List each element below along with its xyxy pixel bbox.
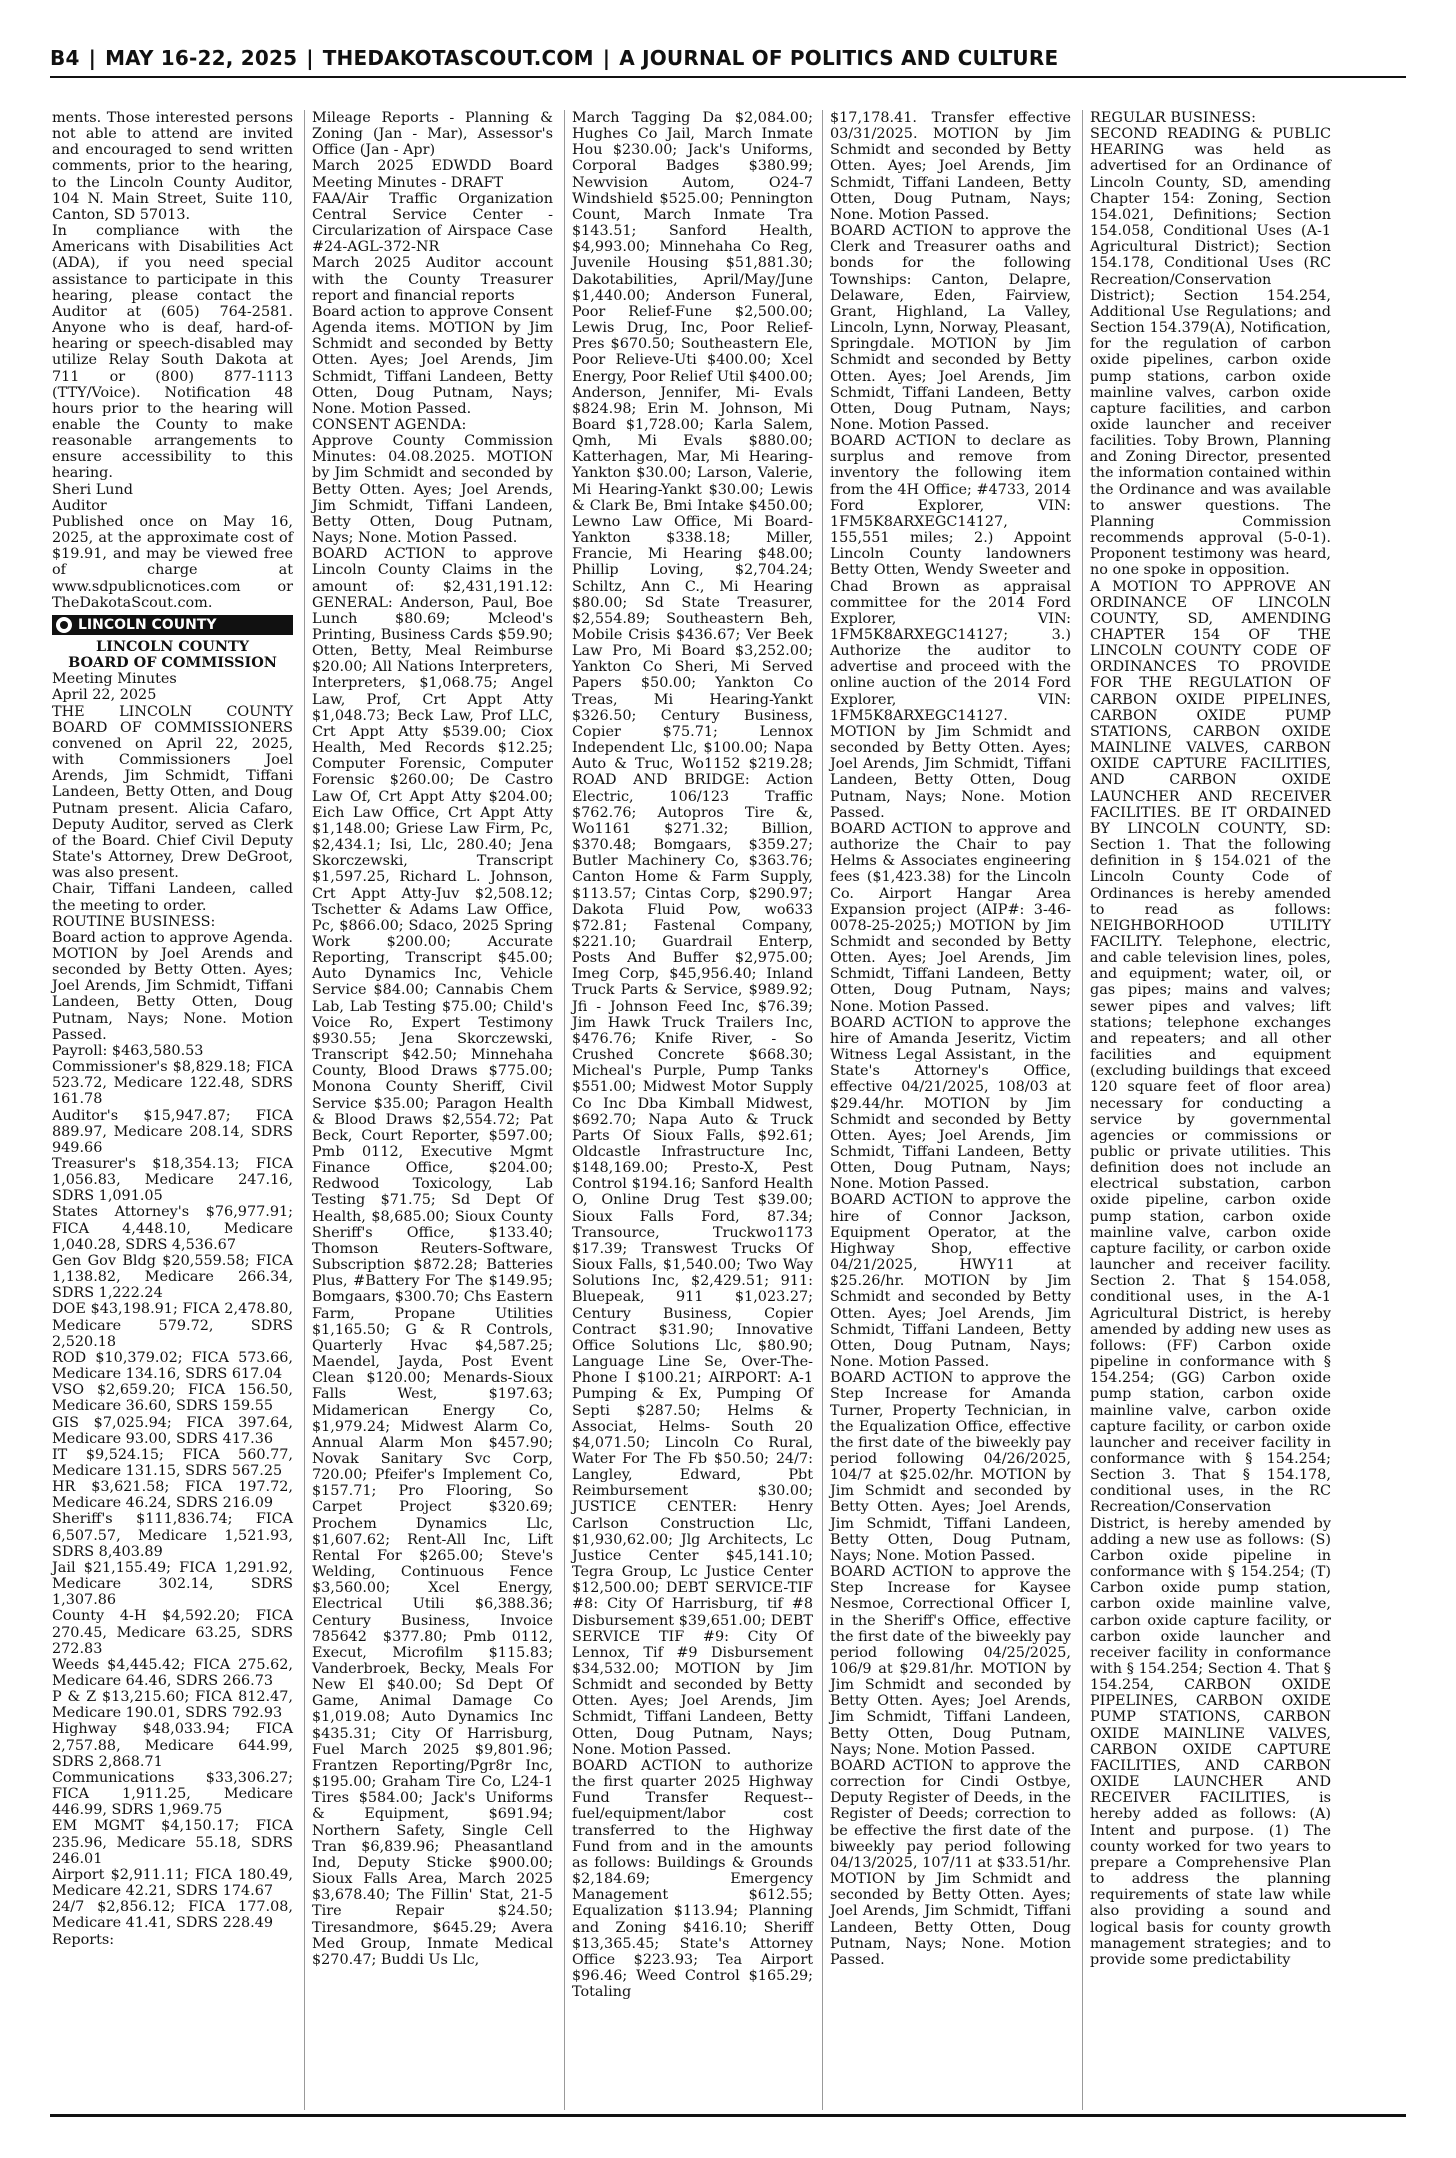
column-1 (52, 110, 293, 1948)
page-number: B4 (50, 46, 80, 70)
paragraph: BOARD ACTION to approve the hire of Amanda Jeseritz, Victim Witness Legal Assistant, in the State's Attorney's Office, effective 04/21/2025, 108/03 at $29.44/hr. MOTION by Jim Schmidt and seconded by Betty Otten. Ayes; Joel Arends, Jim Schmidt, Tiffani Landeen, Betty Otten, Doug Putnam, Nays; None. Motion Passed. (830, 1014, 1071, 1193)
paragraph: CONSENT AGENDA: (312, 416, 467, 433)
payroll-line: Sheriff's $111,836.74; FICA 6,507.57, Medicare 1,521.93, SDRS 8,403.89 (52, 1511, 293, 1560)
claims-paragraph: March Tagging Da $2,084.00; Hughes Co Jail, March Inmate Hou $230.00; Jack's Uniforms, Corporal Badges $380.99; Newvision Autom, O24-7 Windshield $525.00; Pennington Count, March Inmate Tra $143.51; Sanford Health, $4,993.00; Minnehaha Co Reg, Juvenile Housing $51,881.30; Dakotabilities, April/May/June $1,440.00; Anderson Funeral, Poor Relief-Fune $2,500.00; Lewis Drug, Inc, Poor Relief-Pres $670.50; Southeastern Ele, Poor Relieve-Uti $400.00; Xcel Energy, Poor Relief Util $400.00; Anderson, Jennifer, Mi- Evals $824.98; Erin M. Johnson, Mi Board $1,728.00; Karla Salem, Qmh, Mi Evals $880.00; Katterhagen, Mar, Mi Hearing-Yankton $30.00; Larson, Valerie, Mi Hearing-Yankt $30.00; Lewis & Clark Be, Bmi Intake $450.00; Lewno Law Office, Mi Board-Yankton $338.18; Miller, Francie, Mi Hearing $48.00; Phillip Loving, $2,704.24; Schiltz, Ann C., Mi Hearing $80.00; Sd State Treasurer, $2,554.89; Southeastern Beh, Mobile Crisis $436.67; Ver Beek Law Pro, Mi Board $3,252.00; Yankton Co Sheri, Mi Served Papers $50.00; Yankton Co Treas, Mi Hearing-Yankt $326.50; Century Business, Copier $75.71; Lennox Independent Llc, $100.00; Napa Auto & Truc, Wo1152 $219.28; ROAD AND BRIDGE: Action Electric, 106/123 Traffic $762.76; Autopros Tire &, Wo1161 $271.32; Billion, $370.48; Bomgaars, $359.27; Butler Machinery Co, $363.76; Canton Home & Farm Supply, $113.57; Cintas Corp, $290.97; Dakota Fluid Pow, wo633 $72.81; Fastenal Company, $221.10; Guardrail Enterp, Posts And Buffer $2,975.00; Imeg Corp, $45,956.40; Inland Truck Parts & Service, $989.92; Jfi - Johnson Feed Inc, $76.39; Jim Hawk Truck Trailers Inc, $476.76; Knife River, - So Crushed Concrete $668.30; Micheal's Purple, Pump Tanks $551.00; Midwest Motor Supply Co Inc Dba Kimball Midwest, $692.70; Napa Auto & Truck Parts Of Sioux Falls, $92.61; Oldcastle Infrastructure Inc, $148,169.00; Presto-X, Pest Control $194.16; Sanford Health O, Online Drug Test $39.00; Sioux Falls Ford, 87.34; Transource, Truckwo1173 $17.39; Transwest Trucks Of Sioux Falls, $1,540.00; Two Way Solutions Inc, $2,429.51; 911: Bluepeak, 911 $1,023.27; Century Business, Copier Contract $31.90; Innovative Office Solutions Llc, $80.90; Language Line Se, Over-The-Phone I $100.21; AIRPORT: A-1 Pumping & Ex, Pumping Of Septi $287.50; Helms & Associat, Helms- South 20 $4,071.50; Lincoln Co Rural, Water For The Fb $50.50; 24/7: Langley, Edward, Pbt Reimbursement $30.00; JUSTICE CENTER: Henry Carlson Construction Llc, $1,930,62.00; Jlg Architects, Lc Justice Center $45,141.10; Tegra Group, Lc Justice Center $12,500.00; DEBT SERVICE-TIF #8: City Of Harrisburg, tif #8 Disbursement $39,651.00; DEBT SERVICE TIF #9: City Of Lennox, Tif #9 Disbursement $34,532.00; MOTION by Jim Schmidt and seconded by Betty Otten. Ayes; Joel Arends, Jim Schmidt, Tiffani Landeen, Betty Otten, Doug Putnam, Nays; None. Motion Passed. (572, 110, 813, 1758)
section-bullet-icon (56, 617, 72, 633)
signature-name: Sheri Lund (52, 481, 134, 498)
paragraph: Meeting Minutes (52, 671, 177, 688)
paragraph: BOARD ACTION to declare as surplus and remove from inventory the following item from the 4H Office; #4733, 2014 Ford Explorer, VIN: 1FM5K8ARXEGC14127, 155,551 miles; 2.) Appoint Lincoln County landowners Betty Otten, Wendy Sweeter and Chad Brown as appraisal committee for the 2014 Ford Explorer, VIN: 1FM5K8ARXEGC14127; 3.) Authorize the auditor to advertise and proceed with the online auction of the 2014 Ford Explorer, VIN: 1FM5K8ARXEGC14127. MOTION by Jim Schmidt and seconded by Betty Otten. Ayes; Joel Arends, Jim Schmidt, Tiffani Landeen, Betty Otten, Doug Putnam, Nays; None. Motion Passed. (830, 433, 1071, 821)
payroll-line: Commissioner's $8,829.18; FICA 523.72, Medicare 122.48, SDRS 161.78 (52, 1059, 293, 1108)
payroll-line: Weeds $4,445.42; FICA 275.62, Medicare 64.46, SDRS 266.73 (52, 1656, 293, 1689)
masthead-rule (50, 76, 1406, 78)
payroll-line: Gen Gov Bldg $20,559.58; FICA 1,138.82, Medicare 266.34, SDRS 1,222.24 (52, 1252, 293, 1302)
paragraph: BOARD ACTION to approve the Clerk and Treasurer oaths and bonds for the following Townships: Canton, Delapre, Delaware, Eden, Fairview, Grant, Highland, La Valley, Lincoln, Lynn, Norway, Pleasant, Springdale. MOTION by Jim Schmidt and seconded by Betty Otten. Ayes; Joel Arends, Jim Schmidt, Tiffani Landeen, Betty Otten, Doug Putnam, Nays; None. Motion Passed. (830, 223, 1071, 433)
payroll-line: Highway $48,033.94; FICA 2,757.88, Medicare 644.99, SDRS 2,868.71 (52, 1721, 293, 1770)
paragraph: ROUTINE BUSINESS: (52, 913, 216, 930)
payroll-line: VSO $2,659.20; FICA 156.50, Medicare 36.60, SDRS 159.55 (52, 1382, 293, 1415)
column-divider (564, 110, 565, 2110)
column-divider (304, 110, 305, 2110)
paragraph: Published once on May 16, 2025, at the approximate cost of $19.91, and may be viewed free of charge at www.sdpublicnotices.com or TheDakotaScout.com. (52, 513, 293, 611)
paragraph: Approve County Commission Minutes: 04.08.2025. MOTION by Jim Schmidt and seconded by Betty Otten. Ayes; Joel Arends, Jim Schmidt, Tiffani Landeen, Betty Otten, Doug Putnam, Nays; None. Motion Passed. (312, 433, 553, 547)
footer-rule (50, 2114, 1406, 2117)
payroll-line: Communications $33,306.27; FICA 1,911.25, Medicare 446.99, SDRS 1,969.75 (52, 1769, 293, 1819)
payroll-line: Jail $21,155.49; FICA 1,291.92, Medicare 302.14, SDRS 1,307.86 (52, 1559, 293, 1609)
payroll-line: HR $3,621.58; FICA 197.72, Medicare 46.24, SDRS 216.09 (52, 1479, 293, 1512)
paragraph: March 2025 Auditor account with the County Treasurer report and financial reports (312, 255, 553, 304)
column-divider (1082, 110, 1083, 2110)
paragraph: Board action to approve Agenda. MOTION by Joel Arends and seconded by Betty Otten. Ayes; Joel Arends, Jim Schmidt, Tiffani Landeen, Betty Otten, Doug Putnam, Nays; None. Motion Passed. (52, 929, 293, 1043)
paragraph: BOARD ACTION to authorize the first quarter 2025 Highway Fund Transfer Request--fuel/equipment/labor cost transferred to the Highway Fund from and in the amounts as follows: Buildings & Grounds $2,184.69; Emergency Management $612.55; Equalization $113.94; Planning and Zoning $416.10; Sheriff $13,365.45; State's Attorney Office $223.93; Tea Airport $96.46; Weed Control $165.29; Totaling (572, 1757, 813, 2001)
claims-paragraph: BOARD ACTION to approve Lincoln County Claims in the amount of: $2,431,191.12: GENERAL: Anderson, Paul, Boe Lunch $80.69; Mcleod's Printing, Business Cards $59.90; Otten, Betty, Meal Reimburse $20.00; All Nations Interpreters, Interpreters, $1,068.75; Angel Law, Prof, Crt Appt Atty $1,048.73; Beck Law, Prof LLC, Crt Appt Atty $539.00; Ciox Health, Med Records $12.25; Computer Forensic, Computer Forensic $260.00; De Castro Law Of, Crt Appt Atty $204.00; Eich Law Office, Crt Appt Atty $1,148.00; Griese Law Firm, Pc, $2,434.1; Isi, Llc, 280.40; Jena Skorczewski, Transcript $1,597.25, Richard L. Johnson, Crt Appt Atty-Juv $2,508.12; Tschetter & Adams Law Office, Pc, $866.00; Sdaco, 2025 Spring Work $200.00; Accurate Reporting, Transcript $45.00; Auto Dynamics Inc, Vehicle Service $84.00; Cannabis Chem Lab, Lab Testing $75.00; Child's Voice Ro, Expert Testimony $930.55; Jena Skorczewski, Transcript $42.50; Minnehaha County, Blood Draws $775.00; Monona County Sheriff, Civil Service $35.00; Paragon Health & Blood Draws $2,554.72; Pat Beck, Court Reporter, $597.00; Pmb 0112, Executive Mgmt Finance Office, $204.00; Redwood Toxicology, Lab Testing $71.75; Sd Dept Of Health, $8,685.00; Sioux County Sheriff's Office, $133.40; Thomson Reuters-Software, Subscription $872.28; Batteries Plus, #Battery For The $149.95; Bomgaars, $300.70; Chs Eastern Farm, Propane Utilities $1,165.50; G & R Controls, Quarterly Hvac $4,587.25; Maendel, Jayda, Post Event Clean $120.00; Menards-Sioux Falls West, $197.63; Midamerican Energy Co, $1,979.24; Midwest Alarm Co, Annual Alarm Mon $457.90; Novak Sanitary Svc Corp, 720.00; Pfeifer's Implement Co, $157.71; Pro Flooring, So Carpet Project $320.69; Prochem Dynamics Llc, $1,607.62; Rent-All Inc, Lift Rental For $265.00; Steve's Welding, Continuous Fence $3,560.00; Xcel Energy, Electrical Utili $6,388.36; Century Business, Invoice 785642 $377.80; Pmb 0112, Execut, Microfilm $115.83; Vanderbroek, Becky, Meals For New El $40.00; Sd Dept Of Game, Animal Damage Co $1,019.08; Auto Dynamics Inc $435.31; City Of Harrisburg, Fuel March 2025 $9,801.96; Frantzen Reporting/Pgr8r Inc, $195.00; Graham Tire Co, L24-1 Tires $584.00; Jack's Uniforms & Equipment, $691.94; Northern Safety, Single Cell Tran $6,839.96; Pheasantland Ind, Deputy Sticke $900.00; Sioux Falls Area, March 2025 $3,678.40; The Fillin' Stat, 21-5 Tire Repair $24.50; Tiresandmore, $645.29; Avera Med Group, Inmate Medical $270.47; Buddi Us Llc, (312, 546, 553, 1968)
section-header-lincoln-county: LINCOLN COUNTY (52, 615, 293, 635)
paragraph: ments. Those interested persons not able to attend are invited and encouraged to send written comments, prior to the hearing, to the Lincoln County Auditor, 104 N. Main Street, Suite 110, Canton, SD 57013. (52, 110, 293, 223)
payroll-line: DOE $43,198.91; FICA 2,478.80, Medicare 579.72, SDRS 2,520.18 (52, 1301, 293, 1350)
paragraph: In compliance with the Americans with Disabilities Act (ADA), if you need special assistance to participate in this hearing, please contact the Auditor at (605) 764-2581. Anyone who is deaf, hard-of-hearing or speech-disabled may utilize Relay South Dakota at 711 or (800) 877-1113 (TTY/Voice). Notification 48 hours prior to the hearing will enable the County to make reasonable arrangements to ensure accessibility to this hearing. (52, 223, 293, 482)
column-3 (572, 110, 813, 2000)
payroll-line: IT $9,524.15; FICA 560.77, Medicare 131.15, SDRS 567.25 (52, 1446, 293, 1479)
payroll-line: States Attorney's $76,977.91; FICA 4,448.10, Medicare 1,040.28, SDRS 4,536.67 (52, 1204, 293, 1253)
payroll-line: Auditor's $15,947.87; FICA 889.97, Medicare 208.14, SDRS 949.66 (52, 1107, 293, 1156)
paragraph: SECOND READING & PUBLIC HEARING was held as advertised for an Ordinance of Lincoln County, SD, amending Chapter 154: Zoning, Section 154.021, Definitions; Section 154.058, Conditional Uses (A-1 Agricultural District); Section 154.178, Conditional Uses (RC Recreation/Conservation District); Section 154.254, Additional Use Regulations; and Section 154.379(A), Notification, for the regulation of carbon oxide pipelines, carbon oxide pump stations, carbon oxide mainline valves, carbon oxide capture facilities, and carbon oxide launcher and receiver facilities. Toby Brown, Planning and Zoning Director, presented the information contained within the Ordinance and was available to answer questions. The Planning Commission recommends approval (5-0-1). Proponent testimony was heard, no one spoke in opposition. (1090, 126, 1331, 579)
paragraph: BOARD ACTION to approve and authorize the Chair to pay Helms & Associates engineering fees ($1,423.38) for the Lincoln Co. Airport Hangar Area Expansion project (AIP#: 3-46-0078-25-2025;) MOTION by Jim Schmidt and seconded by Betty Otten. Ayes; Joel Arends, Jim Schmidt, Tiffani Landeen, Betty Otten, Doug Putnam, Nays; None. Motion Passed. (830, 820, 1071, 1015)
ordinance-paragraph: A MOTION TO APPROVE AN ORDINANCE OF LINCOLN COUNTY, SD, AMENDING CHAPTER 154 OF THE LINCOLN COUNTY CODE OF ORDINANCES TO PROVIDE FOR THE REGULATION OF CARBON OXIDE PIPELINES, CARBON OXIDE PUMP STATIONS, CARBON OXIDE MAINLINE VALVES, CARBON OXIDE CAPTURE FACILITIES, AND CARBON OXIDE LAUNCHER AND RECEIVER FACILITIES. BE IT ORDAINED BY LINCOLN COUNTY, SD: Section 1. That the following definition in § 154.021 of the Lincoln County Code of Ordinances is hereby amended to read as follows: NEIGHBORHOOD UTILITY FACILITY. Telephone, electric, and cable television lines, poles, and equipment; water, oil, or gas pipes; mains and valves; sewer pipes and valves; lift stations; telephone exchanges and repeaters; and all other facilities and equipment (excluding buildings that exceed 120 square feet of floor area) necessary for conducting a service by governmental agencies or commissions or public or private utilities. This definition does not include an electrical substation, carbon oxide pipeline, carbon oxide pump station, carbon oxide mainline valve, carbon oxide capture facility, or carbon oxide launcher and receiver facility. Section 2. That § 154.058, conditional uses, in the A-1 Agricultural District, is hereby amended by adding new uses as follows: (FF) Carbon oxide pipeline in conformance with § 154.254; (GG) Carbon oxide pump station, carbon oxide mainline valve, carbon oxide capture facility, or carbon oxide launcher and receiver facility in conformance with § 154.254; Section 3. That § 154.178, conditional uses, in the RC Recreation/Conservation District, is hereby amended by adding a new use as follows: (S) Carbon oxide pipeline in conformance with § 154.254; (T) Carbon oxide pump station, carbon oxide mainline valve, carbon oxide capture facility, or carbon oxide launcher and receiver facility in conformance with § 154.254; Section 4. That § 154.254, CARBON OXIDE PIPELINES, CARBON OXIDE PUMP STATIONS, CARBON OXIDE MAINLINE VALVES, CARBON OXIDE CAPTURE FACILITIES, AND CARBON OXIDE LAUNCHER AND RECEIVER FACILITIES, is hereby added as follows: (A) Intent and purpose. (1) The county worked for two years to prepare a Comprehensive Plan to address the planning requirements of state law while also providing a sound and logical basis for county growth management strategies; and to provide some predictability (1090, 578, 1331, 1968)
column-5 (1090, 110, 1331, 1968)
payroll-line: 24/7 $2,856.12; FICA 177.08, Medicare 41.41, SDRS 228.49 (52, 1899, 293, 1932)
masthead: B4 | MAY 16-22, 2025 | THEDAKOTASCOUT.COM | A JOURNAL OF POLITICS AND CULTURE (50, 46, 1059, 70)
paragraph: April 22, 2025 (52, 687, 157, 704)
notice-heading: LINCOLN COUNTY (96, 638, 249, 655)
issue-date: MAY 16-22, 2025 (105, 46, 298, 70)
signature-title: Auditor (52, 497, 107, 514)
paragraph: March 2025 EDWDD Board Meeting Minutes - DRAFT (312, 158, 553, 191)
paragraph: Board action to approve Consent Agenda items. MOTION by Jim Schmidt and seconded by Betty Otten. Ayes; Joel Arends, Jim Schmidt, Tiffani Landeen, Betty Otten, Doug Putnam, Nays; None. Motion Passed. (312, 303, 553, 417)
paragraph: BOARD ACTION to approve the Step Increase for Kaysee Nesmoe, Correctional Officer I, in the Sheriff's Office, effective the first date of the biweekly pay period following 04/25/2025, 106/9 at $29.81/hr. MOTION by Jim Schmidt and seconded by Betty Otten. Ayes; Joel Arends, Jim Schmidt, Tiffani Landeen, Betty Otten, Doug Putnam, Nays; None. Motion Passed. (830, 1564, 1071, 1758)
notice-subheading: BOARD OF COMMISSION (68, 654, 277, 672)
paragraph: $17,178.41. Transfer effective 03/31/2025. MOTION by Jim Schmidt and seconded by Betty Otten. Ayes; Joel Arends, Jim Schmidt, Tiffani Landeen, Betty Otten, Doug Putnam, Nays; None. Motion Passed. (830, 110, 1071, 223)
column-divider (822, 110, 823, 2110)
paragraph: Payroll: $463,580.53 (52, 1042, 204, 1059)
payroll-line: County 4-H $4,592.20; FICA 270.45, Medicare 63.25, SDRS 272.83 (52, 1608, 293, 1657)
payroll-line: EM MGMT $4,150.17; FICA 235.96, Medicare 55.18, SDRS 246.01 (52, 1818, 293, 1867)
payroll-line: Treasurer's $18,354.13; FICA 1,056.83, Medicare 247.16, SDRS 1,091.05 (52, 1156, 293, 1205)
site-name: THEDAKOTASCOUT.COM (322, 46, 594, 70)
paragraph: BOARD ACTION to approve the hire of Connor Jackson, Equipment Operator, at the Highway Shop, effective 04/21/2025, HWY11 at $25.26/hr. MOTION by Jim Schmidt and seconded by Betty Otten. Ayes; Joel Arends, Jim Schmidt, Tiffani Landeen, Betty Otten, Doug Putnam, Nays; None. Motion Passed. (830, 1192, 1071, 1371)
payroll-line: Airport $2,911.11; FICA 180.49, Medicare 42.21, SDRS 174.67 (52, 1866, 293, 1900)
payroll-line: GIS $7,025.94; FICA 397.64, Medicare 93.00, SDRS 417.36 (52, 1414, 293, 1447)
column-2 (312, 110, 553, 1968)
paragraph: THE LINCOLN COUNTY BOARD OF COMMISSIONERS convened on April 22, 2025, with Commissioners Joel Arends, Jim Schmidt, Tiffani Landeen, Betty Otten, and Doug Putnam present. Alicia Cafaro, Deputy Auditor, served as Clerk of the Board. Chief Civil Deputy State's Attorney, Drew DeGroot, was also present. (52, 703, 293, 882)
tagline: A JOURNAL OF POLITICS AND CULTURE (619, 46, 1059, 70)
payroll-line: P & Z $13,215.60; FICA 812.47, Medicare 190.01, SDRS 792.93 (52, 1689, 293, 1722)
paragraph: FAA/Air Traffic Organization Central Service Center - Circularization of Airspace Case #24-AGL-372-NR (312, 190, 553, 256)
payroll-line: ROD $10,379.02; FICA 573.66, Medicare 134.16, SDRS 617.04 (52, 1349, 293, 1383)
paragraph: REGULAR BUSINESS: (1090, 110, 1256, 126)
paragraph: Reports: (52, 1931, 115, 1948)
column-4 (830, 110, 1071, 1968)
paragraph: BOARD ACTION to approve the Step Increase for Amanda Turner, Property Technician, in the Equalization Office, effective the first date of the biweekly pay period following 04/26/2025, 104/7 at $25.02/hr. MOTION by Jim Schmidt and seconded by Betty Otten. Ayes; Joel Arends, Jim Schmidt, Tiffani Landeen, Betty Otten, Doug Putnam, Nays; None. Motion Passed. (830, 1370, 1071, 1564)
paragraph: Mileage Reports - Planning & Zoning (Jan - Mar), Assessor's Office (Jan - Apr) (312, 110, 553, 159)
paragraph: BOARD ACTION to approve the correction for Cindi Ostbye, Deputy Register of Deeds, in the Register of Deeds; correction to be effective the first date of the biweekly pay period following 04/13/2025, 107/11 at $33.51/hr. MOTION by Jim Schmidt and seconded by Betty Otten. Ayes; Joel Arends, Jim Schmidt, Tiffani Landeen, Betty Otten, Doug Putnam, Nays; None. Motion Passed. (830, 1757, 1071, 1968)
paragraph: Chair, Tiffani Landeen, called the meeting to order. (52, 881, 293, 914)
